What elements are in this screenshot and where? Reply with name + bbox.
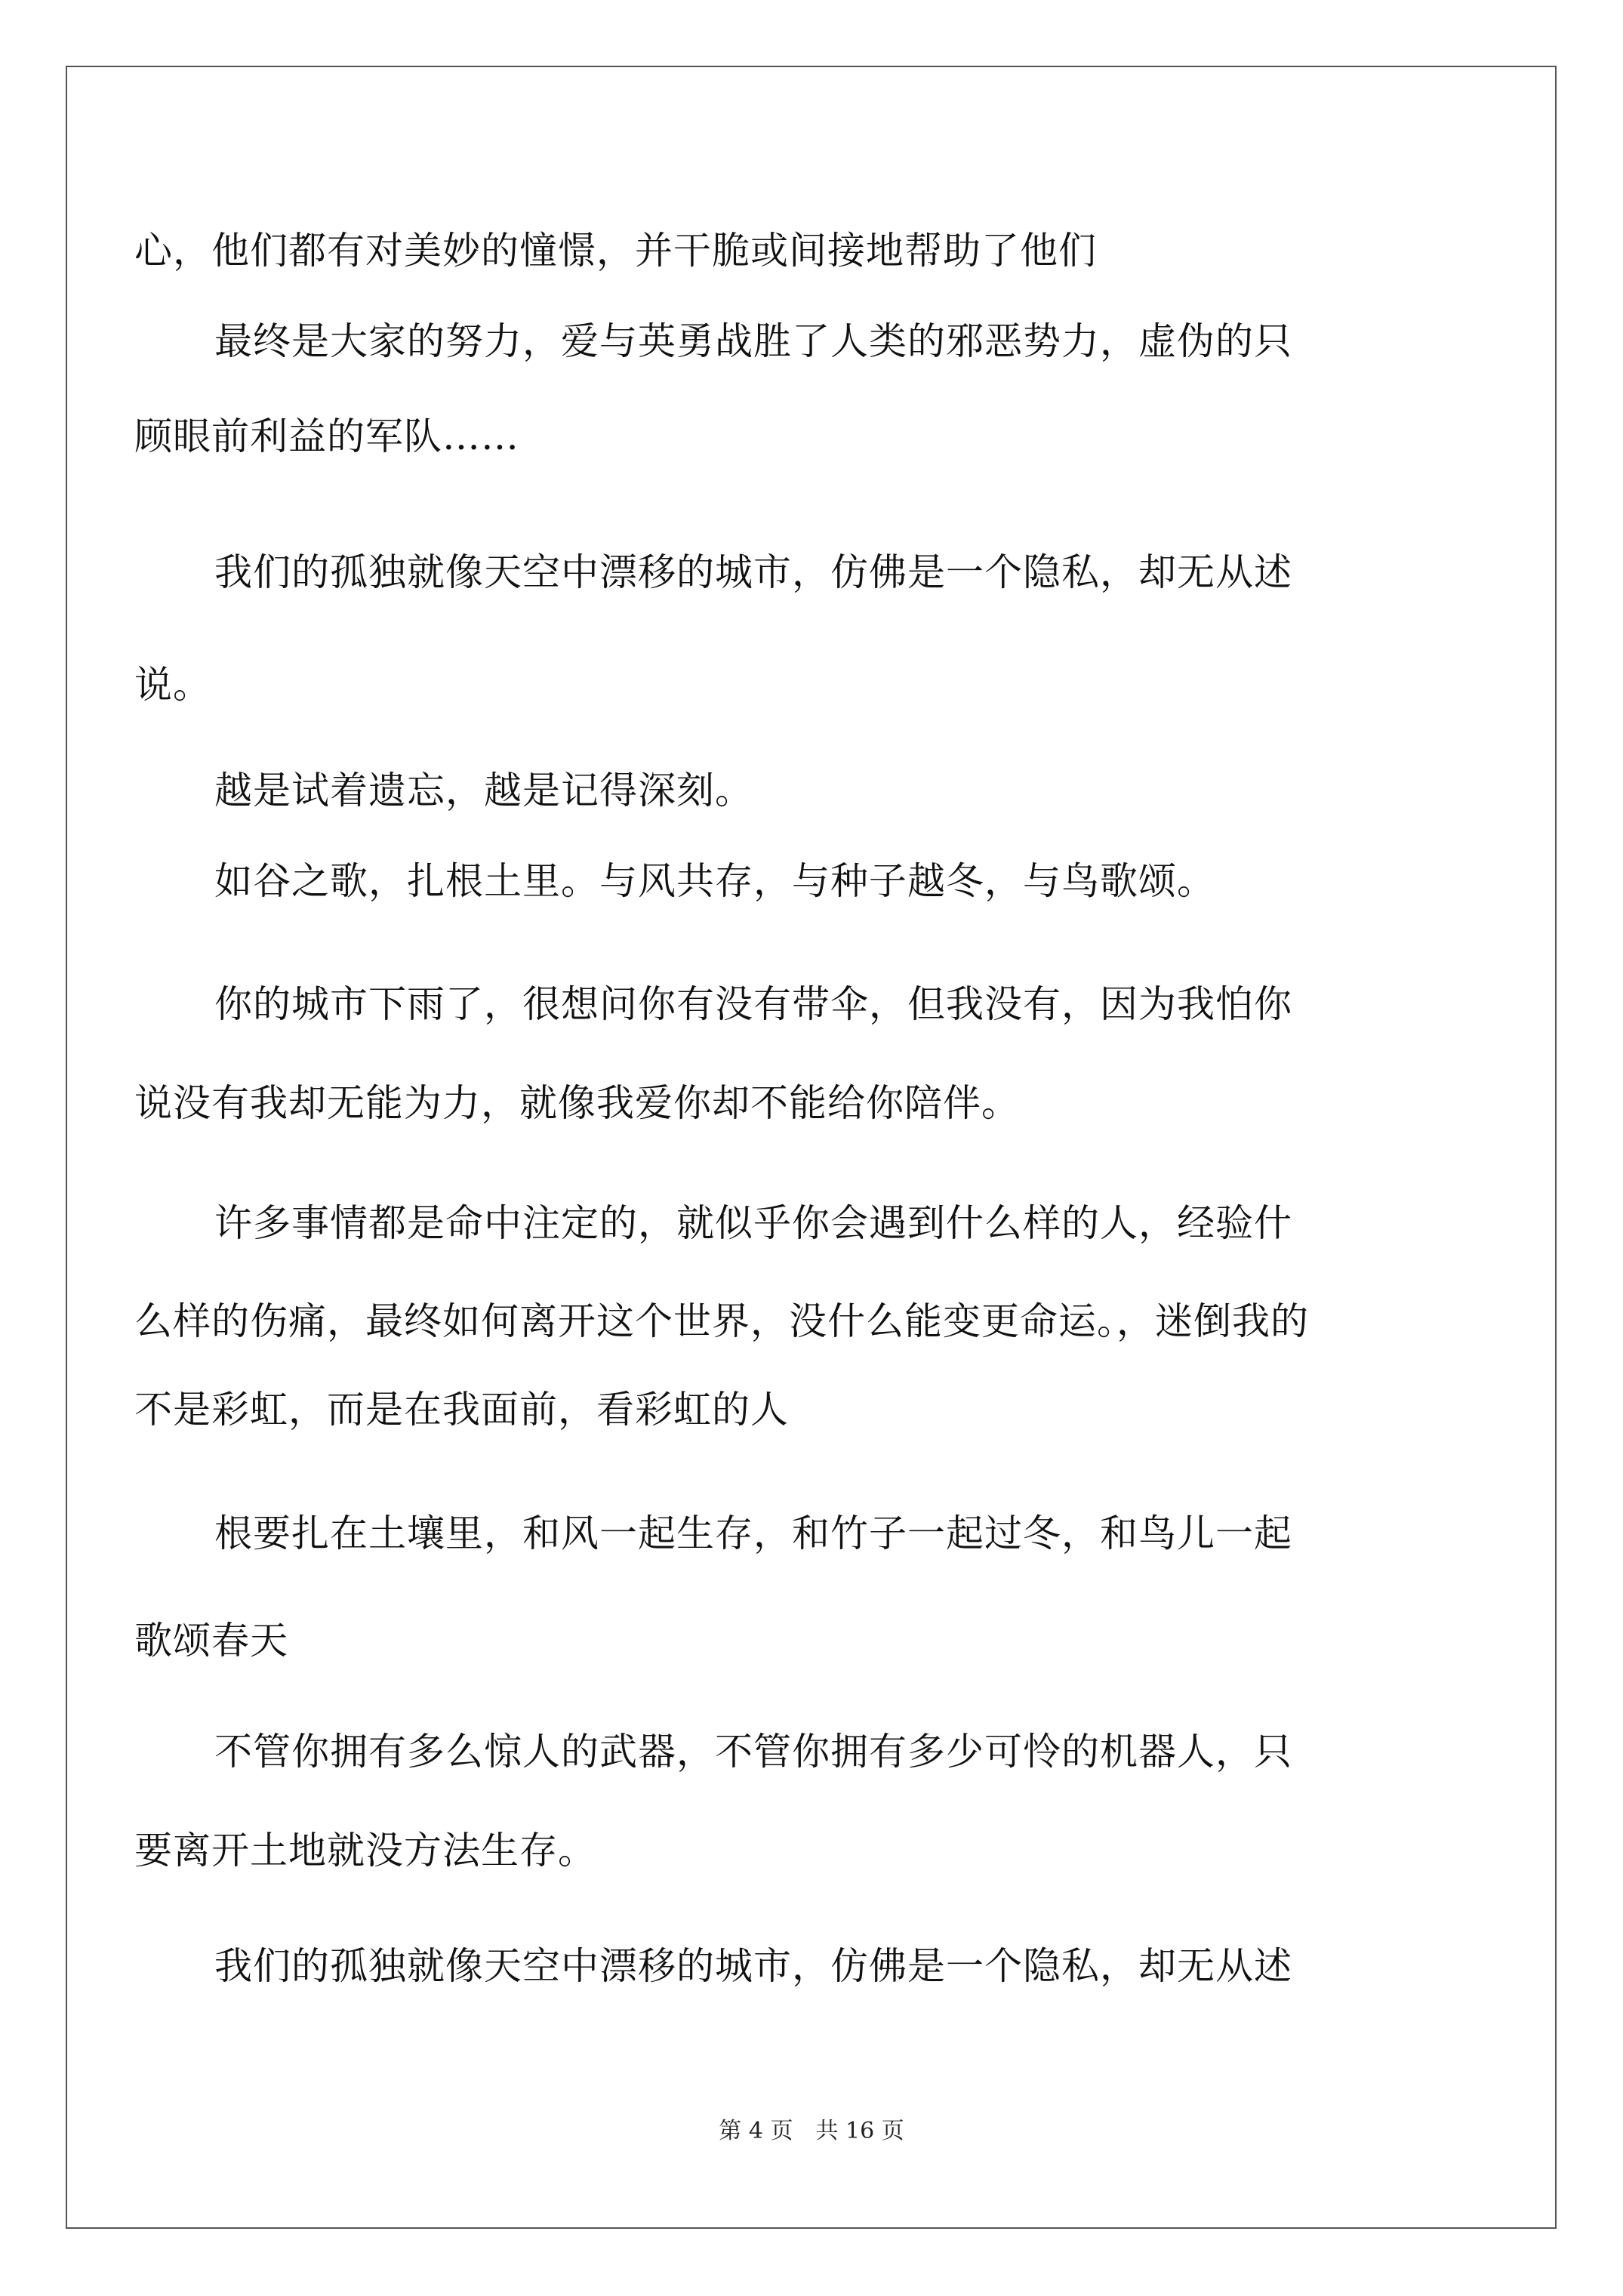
text-line: 我们的孤独就像天空中漂移的城市，仿佛是一个隐私，却无从述 bbox=[214, 1944, 1292, 1988]
text-line: 如谷之歌，扎根土里。与风共存，与种子越冬，与鸟歌颂。 bbox=[214, 859, 1215, 903]
page-border bbox=[66, 66, 1557, 2229]
text-line: 心，他们都有对美妙的憧憬，并干脆或间接地帮助了他们 bbox=[134, 229, 1097, 273]
text-line: 根要扎在土壤里，和风一起生存，和竹子一起过冬，和鸟儿一起 bbox=[214, 1512, 1292, 1555]
text-line: 要离开土地就没方法生存。 bbox=[134, 1829, 596, 1872]
text-line: 说。 bbox=[134, 663, 211, 707]
text-line: 我们的孤独就像天空中漂移的城市，仿佛是一个隐私，却无从述 bbox=[214, 550, 1292, 594]
text-line: 么样的伤痛，最终如何离开这个世界，没什么能变更命运。，迷倒我的 bbox=[134, 1299, 1309, 1343]
text-line: 歌颂春天 bbox=[134, 1619, 288, 1663]
text-line: 顾眼前利益的军队…… bbox=[134, 415, 519, 458]
page-footer bbox=[0, 2118, 1623, 2145]
text-line: 许多事情都是命中注定的，就似乎你会遇到什么样的人，经验什 bbox=[214, 1201, 1292, 1245]
text-line: 最终是大家的努力，爱与英勇战胜了人类的邪恶势力，虚伪的只 bbox=[214, 319, 1292, 363]
text-line: 越是试着遗忘，越是记得深刻。 bbox=[214, 769, 753, 812]
page-number: 第 4 页 共 16 页 bbox=[719, 2118, 904, 2144]
text-line: 不管你拥有多么惊人的武器，不管你拥有多少可怜的机器人，只 bbox=[214, 1730, 1292, 1774]
text-line: 说没有我却无能为力，就像我爱你却不能给你陪伴。 bbox=[134, 1081, 1020, 1125]
text-line: 你的城市下雨了，很想问你有没有带伞，但我没有，因为我怕你 bbox=[214, 982, 1292, 1026]
text-line: 不是彩虹，而是在我面前，看彩虹的人 bbox=[134, 1388, 789, 1432]
